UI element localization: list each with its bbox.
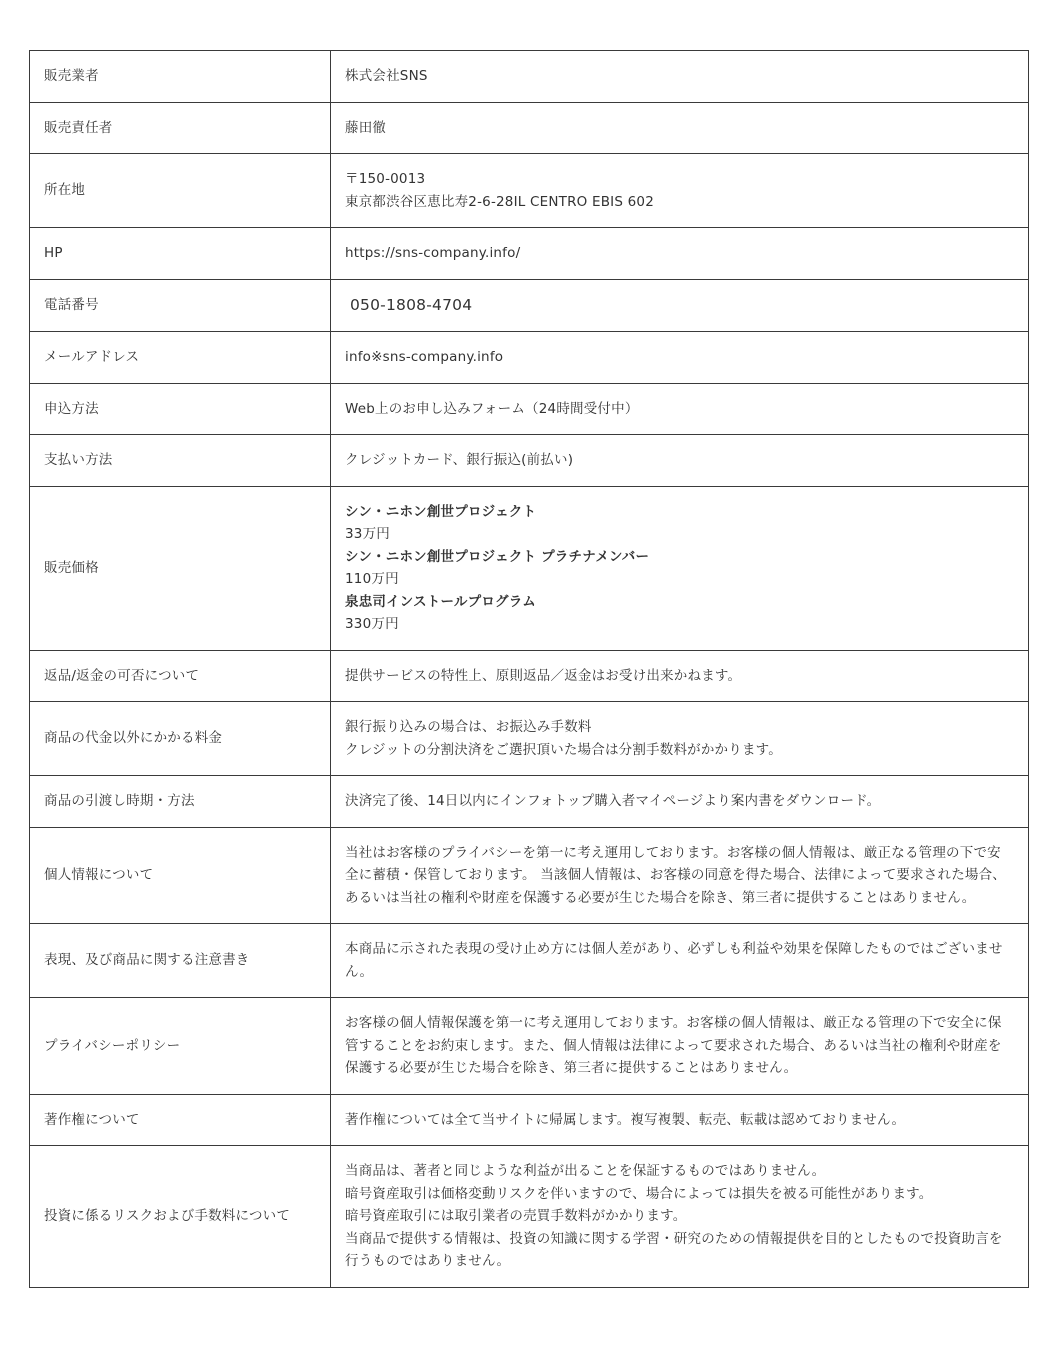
value-line: 銀行振り込みの場合は、お振込み手数料 bbox=[345, 719, 592, 735]
row-value bbox=[331, 332, 1029, 384]
row-value bbox=[331, 383, 1029, 435]
table-row bbox=[30, 51, 1029, 103]
table-row bbox=[30, 102, 1029, 154]
value-line: 提供サービスの特性上、原則返品／返金はお受け出来かねます。 bbox=[345, 667, 742, 684]
table-row bbox=[30, 650, 1029, 702]
value-line: https://sns-company.info/ bbox=[345, 245, 521, 261]
row-value bbox=[331, 924, 1029, 998]
phone-number: 050-1808-4704 bbox=[350, 295, 473, 314]
value-line: 著作権については全て当サイトに帰属します。複写複製、転売、転載は認めておりません。 bbox=[345, 1111, 906, 1128]
value-line: 決済完了後、14日以内にインフォトップ購入者マイページより案内書をダウンロード。 bbox=[345, 793, 881, 809]
table-row bbox=[30, 279, 1029, 332]
table-row bbox=[30, 228, 1029, 280]
table-row bbox=[30, 827, 1029, 924]
table-row bbox=[30, 924, 1029, 998]
row-label: 申込方法 bbox=[30, 383, 331, 435]
product-name: シン・ニホン創世プロジェクト bbox=[345, 503, 537, 520]
value-line: 株式会社SNS bbox=[345, 68, 428, 84]
row-label: 著作権について bbox=[30, 1094, 331, 1146]
table-body bbox=[30, 51, 1029, 1288]
row-value bbox=[331, 51, 1029, 103]
row-value bbox=[331, 776, 1029, 828]
value-line: 当商品で提供する情報は、投資の知識に関する学習・研究のための情報提供を目的としたもので投資助言を行うものではありません。 bbox=[345, 1230, 1003, 1269]
value-line: 330万円 bbox=[345, 616, 399, 632]
table-row bbox=[30, 702, 1029, 776]
row-label: 表現、及び商品に関する注意書き bbox=[30, 924, 331, 998]
table-row bbox=[30, 435, 1029, 487]
value-line: クレジットカード、銀行振込(前払い) bbox=[345, 452, 574, 468]
value-line: info※sns-company.info bbox=[345, 349, 504, 365]
value-line: クレジットの分割決済をご選択頂いた場合は分割手数料がかかります。 bbox=[345, 741, 782, 758]
row-label: 支払い方法 bbox=[30, 435, 331, 487]
row-label: 電話番号 bbox=[30, 279, 331, 332]
value-line: 藤田徹 bbox=[345, 119, 387, 136]
value-line: 110万円 bbox=[345, 571, 399, 587]
row-value bbox=[331, 827, 1029, 924]
table-row bbox=[30, 486, 1029, 650]
value-line: 〒150-0013 bbox=[345, 171, 426, 187]
value-line: 当商品は、著者と同じような利益が出ることを保証するものではありません。 bbox=[345, 1163, 826, 1179]
row-value bbox=[331, 998, 1029, 1095]
value-line bbox=[345, 294, 1006, 318]
table-row bbox=[30, 1146, 1029, 1288]
commerce-law-section bbox=[29, 50, 1029, 1288]
row-label: 販売責任者 bbox=[30, 102, 331, 154]
row-label: 販売価格 bbox=[30, 486, 331, 650]
row-label: プライバシーポリシー bbox=[30, 998, 331, 1095]
row-label: 個人情報について bbox=[30, 827, 331, 924]
row-value bbox=[331, 435, 1029, 487]
row-value bbox=[331, 102, 1029, 154]
table-row bbox=[30, 998, 1029, 1095]
table-row bbox=[30, 383, 1029, 435]
value-line: 東京都渋谷区恵比寿2-6-28IL CENTRO EBIS 602 bbox=[345, 193, 654, 210]
value-line: 暗号資産取引には取引業者の売買手数料がかかります。 bbox=[345, 1208, 687, 1224]
row-label: 商品の引渡し時期・方法 bbox=[30, 776, 331, 828]
row-label: 所在地 bbox=[30, 154, 331, 228]
value-line: お客様の個人情報保護を第一に考え運用しております。お客様の個人情報は、厳正なる管理の下で安全に保管することをお約束します。また、個人情報は法律によって要求された場合、あるいは当社の権利や財産を保護する必要が生じた場合を除き、第三者に提供することはありません。 bbox=[345, 1015, 1002, 1076]
product-name: シン・ニホン創世プロジェクト プラチナメンバー bbox=[345, 548, 650, 565]
row-label: 商品の代金以外にかかる料金 bbox=[30, 702, 331, 776]
product-name: 泉忠司インストールプログラム bbox=[345, 593, 536, 610]
row-value bbox=[331, 1146, 1029, 1288]
row-value bbox=[331, 650, 1029, 702]
row-label: 返品/返金の可否について bbox=[30, 650, 331, 702]
commerce-law-table bbox=[29, 50, 1029, 1288]
row-value bbox=[331, 486, 1029, 650]
row-value bbox=[331, 702, 1029, 776]
table-row bbox=[30, 1094, 1029, 1146]
value-line: 本商品に示された表現の受け止め方には個人差があり、必ずしも利益や効果を保障したものではございません。 bbox=[345, 941, 1003, 980]
row-label: HP bbox=[30, 228, 331, 280]
row-value bbox=[331, 1094, 1029, 1146]
table-row bbox=[30, 776, 1029, 828]
row-label: メールアドレス bbox=[30, 332, 331, 384]
row-value bbox=[331, 154, 1029, 228]
row-value bbox=[331, 279, 1029, 332]
row-label: 投資に係るリスクおよび手数料について bbox=[30, 1146, 331, 1288]
table-row bbox=[30, 154, 1029, 228]
value-line: 当社はお客様のプライバシーを第一に考え運用しております。お客様の個人情報は、厳正なる管理の下で安全に蓄積・保管しております。 当該個人情報は、お客様の同意を得た場合、法律によって要求された場合、あるいは当社の権利や財産を保護する必要が生じた場合を除き、第三者に提供することはありません。 bbox=[345, 844, 1007, 906]
value-line: Web上のお申し込みフォーム（24時間受付中） bbox=[345, 400, 639, 417]
table-row bbox=[30, 332, 1029, 384]
row-label: 販売業者 bbox=[30, 51, 331, 103]
row-value bbox=[331, 228, 1029, 280]
value-line: 暗号資産取引は価格変動リスクを伴いますので、場合によっては損失を被る可能性があります。 bbox=[345, 1185, 933, 1202]
value-line: 33万円 bbox=[345, 526, 390, 542]
